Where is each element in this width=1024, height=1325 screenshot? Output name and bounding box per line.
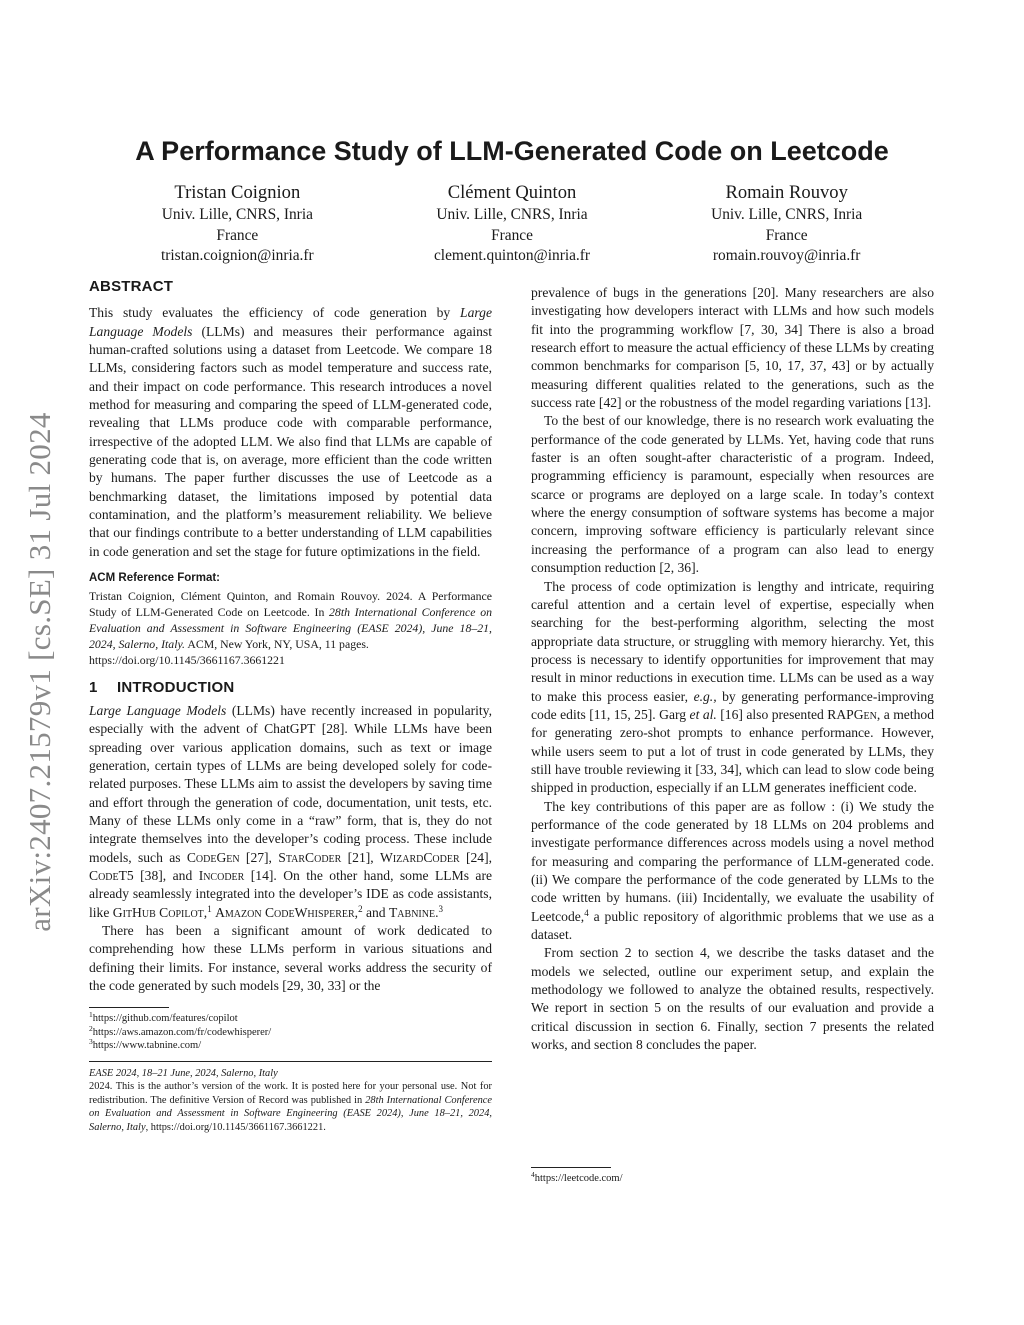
arxiv-identifier: arXiv:2407.21579v1 [cs.SE] 31 Jul 2024	[22, 412, 57, 932]
intro-paragraph-2: There has been a significant amount of work dedicated to comprehending how these LLMs perform in various situations and defining their limits. For instance, several works address the security of the code generated by such models [29, 30, 33] or the	[89, 922, 492, 994]
author-email[interactable]: clement.quinton@inria.fr	[433, 247, 591, 265]
right-column	[531, 284, 934, 1054]
author-2	[375, 181, 650, 267]
author-email[interactable]: tristan.coignion@inria.fr	[161, 247, 314, 265]
author-affiliation: Univ. Lille, CNRS, Inria	[711, 206, 863, 223]
intro-paragraph-3: prevalence of bugs in the generations [20]. Many researchers are also investigating how developers interact with LLMs and how such models fit into the programming workflow [7, 30, 34] There is also a broad research effort to measure the actual efficiency of these LLMs by creating common benchmarks for comparison [5, 10, 17, 37, 43] or by actually measuring different qualities related to the generations, such as the success rate [42] or the robustness of the model regarding variations [13].	[531, 285, 934, 411]
conference-notice: EASE 2024, 18–21 June, 2024, Salerno, Italy 2024. This is the author’s version of the work. It is posted here for your personal use. Not for redistribution. The definitive Version of Record was published in 28th International Conference on Evaluation and Assessment in Software Engineering (EASE 2024), June 18–21, 2024, Salerno, Italy, https://doi.org/10.1145/3661167.3661221.	[89, 1067, 492, 1133]
author-block	[100, 181, 924, 267]
footnote-link[interactable]: https://github.com/features/copilot	[92, 1013, 238, 1025]
footnote-divider	[531, 1167, 611, 1168]
author-name: Clément Quinton	[447, 182, 577, 203]
author-1	[100, 181, 375, 267]
author-name: Romain Rouvoy	[725, 182, 848, 203]
footnote-3: $^3$https://www.tabnine.com/	[89, 1037, 202, 1052]
acm-reference-text: Tristan Coignion, Clément Quinton, and Romain Rouvoy. 2024. A Performance Study of LLM-Generated Code on Leetcode. In 28th International Conference on Evaluation and Assessment in Software Engineering (EASE 2024), June 18–21, 2024, Salerno, Italy. ACM, New York, NY, USA, 11 pages. https://doi.org/10.1145/3661167.3661221	[89, 588, 492, 668]
author-country: France	[765, 226, 808, 244]
author-3	[649, 181, 924, 267]
author-affiliation: Univ. Lille, CNRS, Inria	[161, 206, 313, 223]
intro-paragraph-4: To the best of our knowledge, there is no research work evaluating the performance of the code generated by LLMs. Yet, having code that runs faster is an often sought-after characteristic of a program. Indeed, programming efficiency is paramount, especially when resources are scarce or programs are deployed on a large scale. In today’s context where the energy consumption of software systems has become a major concern, improving software efficiency is particularly relevant since increasing the performance of a program can also lead to energy consumption reduction [2, 36].	[531, 413, 934, 576]
acm-reference-heading: ACM Reference Format:	[89, 572, 220, 585]
footnote-4-block	[531, 1167, 934, 1185]
conference-divider	[89, 1061, 492, 1062]
footnote-link[interactable]: https://www.tabnine.com/	[92, 1040, 202, 1052]
abstract-text: This study evaluates the efficiency of code generation by Large Language Models (LLMs) and measures their performance against human-crafted solutions using a dataset from Leetcode. We compare 18 LLMs, considering factors such as model temperature and success rate, and their impact on code performance. This research introduces a novel method for measuring and comparing the speed of LLM-generated code, revealing that LLMs produce code with comparable performance, irrespective of the adopted LLM. We also find that LLMs are capable of generating code that is, on average, more efficient than the code written by humans. The paper further discusses the use of Leetcode as a benchmarking dataset, the limitations imposed by potential data contamination, and the platform’s measurement reliability. We believe that our findings contribute to a better understanding of LLM capabilities in code generation and set the stage for future optimizations in the field.	[89, 305, 492, 559]
author-name: Tristan Coignion	[174, 182, 301, 203]
intro-paragraph-6: The key contributions of this paper are as follow : (i) We study the performance of the code generated by 18 LLMs on 204 problems and investigate performance differences across models using a novel method for measuring and comparing the performance of LLM-generated code. (ii) We compare the performance of the code generated by LLMs to the code written by humans. (iii) Incidentally, we evaluate the usability of Leetcode,$^4$ a public repository of algorithmic problems that we use as a dataset.	[531, 798, 934, 943]
abstract-heading: ABSTRACT	[89, 278, 174, 295]
footnote-4: $^4$https://leetcode.com/	[531, 1170, 623, 1184]
author-country: France	[491, 226, 533, 244]
footnote-link[interactable]: https://leetcode.com/	[534, 1173, 623, 1184]
author-affiliation: Univ. Lille, CNRS, Inria	[436, 206, 588, 223]
footnote-2: $^2$https://aws.amazon.com/fr/codewhisperer/	[89, 1023, 272, 1038]
doi-link[interactable]: https://doi.org/10.1145/3661167.3661221	[89, 653, 285, 668]
intro-paragraph-1: Large Language Models (LLMs) have recently increased in popularity, especially with the advent of ChatGPT [28]. While LLMs have been spreading over various application domains, such as text or image generation, certain types of LLMs are being developed solely for code-related purposes. These LLMs aim to assist the developers by saving time and effort through the generation of code, documentation, unit tests, etc. Many of these LLMs only come in a “raw” form, that is, they do not integrate themselves into the developer’s coding process. These include models, such as CodeGen [27], StarCoder [21], WizardCoder [24], CodeT5 [38], and Incoder [14]. On the other hand, some LLMs are already seamlessly integrated into the developer’s IDE as code assistants, like GitHub Copilot,$^1$ Amazon CodeWhisperer,$^2$ and Tabnine.$^3$	[89, 702, 493, 920]
footnote-divider	[89, 1007, 169, 1008]
section-heading-introduction: 1 INTRODUCTION	[89, 678, 235, 696]
footnote-link[interactable]: https://aws.amazon.com/fr/codewhisperer/	[92, 1026, 272, 1038]
intro-paragraph-7: From section 2 to section 4, we describe the tasks dataset and the models we selected, outline our experiment setup, and explain the methodology we followed to analyze the obtained results, respectively. We report in section 5 on the results of our evaluation and provide a critical discussion in section 6. Finally, section 7 presents the related works, and section 8 concludes the paper.	[531, 945, 934, 1053]
author-email[interactable]: romain.rouvoy@inria.fr	[712, 247, 861, 265]
footnote-1: $^1$https://github.com/features/copilot	[89, 1010, 238, 1025]
author-country: France	[216, 226, 259, 244]
paper-title: A Performance Study of LLM-Generated Code on Leetcode	[135, 136, 889, 166]
left-column	[89, 278, 492, 1134]
intro-paragraph-5: The process of code optimization is lengthy and intricate, requiring careful attention and a certain level of expertise, especially when searching for the best-performing algorithm, selecting the most appropriate data structure, or struggling with memory hierarchy. Yet, this process is necessary to identify opportunities for improvement that may result in minor reductions in execution time. LLMs can be used as a way to make this process easier, e.g., by generating performance-improving code edits [11, 15, 25]. Garg et al. [16] also presented RAPGen, a method for generating zero-shot prompts to enhance performance. However, while users seem to put a lot of trust in code generated by LLMs, they still have trouble reviewing it [33, 34], which can lead to slow code being shipped in production, especially if an LLM generates inefficient code.	[531, 578, 934, 796]
